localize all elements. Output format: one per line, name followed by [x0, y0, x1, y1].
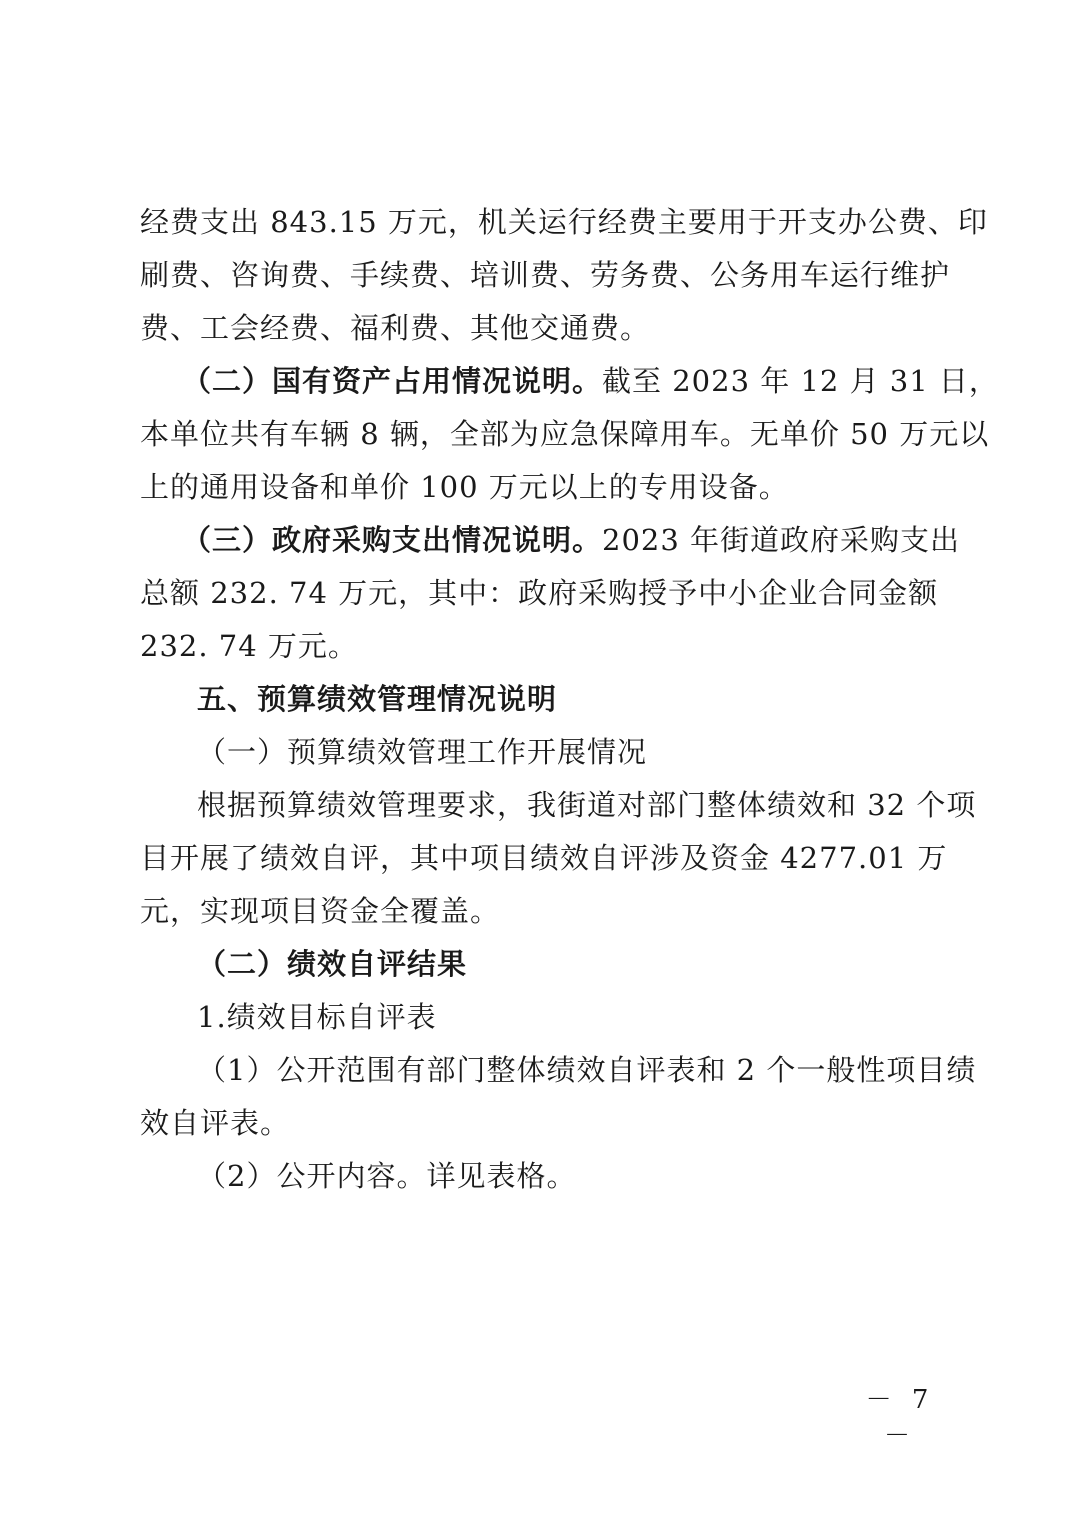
paragraph-line: 经费支出 843.15 万元，机关运行经费主要用于开支办公费、印	[140, 205, 988, 239]
subsection-heading-procurement: （三）政府采购支出情况说明。	[182, 523, 603, 557]
paragraph-line: 费、工会经费、福利费、其他交通费。	[140, 311, 651, 345]
subsection-heading: （一）预算绩效管理工作开展情况	[197, 735, 648, 769]
paragraph-text: 截至 2023 年 12 月 31 日，	[602, 364, 999, 398]
paragraph-line: 刷费、咨询费、手续费、培训费、劳务费、公务用车运行维护	[140, 258, 951, 292]
paragraph-line: 232. 74 万元。	[140, 629, 358, 663]
subsection-heading-assets: （二）国有资产占用情况说明。	[182, 364, 603, 398]
paragraph-line: 根据预算绩效管理要求，我街道对部门整体绩效和 32 个项	[197, 788, 977, 822]
subsection-heading: （二）绩效自评结果	[197, 947, 468, 981]
paragraph-line	[182, 520, 961, 560]
paragraph-line: 目开展了绩效自评，其中项目绩效自评涉及资金 4277.01 万	[140, 841, 948, 875]
paragraph-line: 效自评表。	[140, 1106, 291, 1140]
list-item: （2）公开内容。详见表格。	[197, 1159, 577, 1193]
page-number: － 7 －	[865, 1385, 935, 1451]
list-item: （1）公开范围有部门整体绩效自评表和 2 个一般性项目绩	[197, 1053, 977, 1087]
paragraph-line: 本单位共有车辆 8 辆，全部为应急保障用车。无单价 50 万元以	[140, 417, 990, 451]
paragraph-line: 总额 232. 74 万元，其中：政府采购授予中小企业合同金额	[140, 576, 939, 610]
list-item: 1.绩效目标自评表	[197, 1000, 437, 1034]
paragraph-line: 元，实现项目资金全覆盖。	[140, 894, 501, 928]
paragraph-line: 上的通用设备和单价 100 万元以上的专用设备。	[140, 470, 789, 504]
paragraph-line	[182, 361, 999, 401]
paragraph-text: 2023 年街道政府采购支出	[602, 523, 961, 557]
section-heading: 五、预算绩效管理情况说明	[197, 682, 558, 716]
